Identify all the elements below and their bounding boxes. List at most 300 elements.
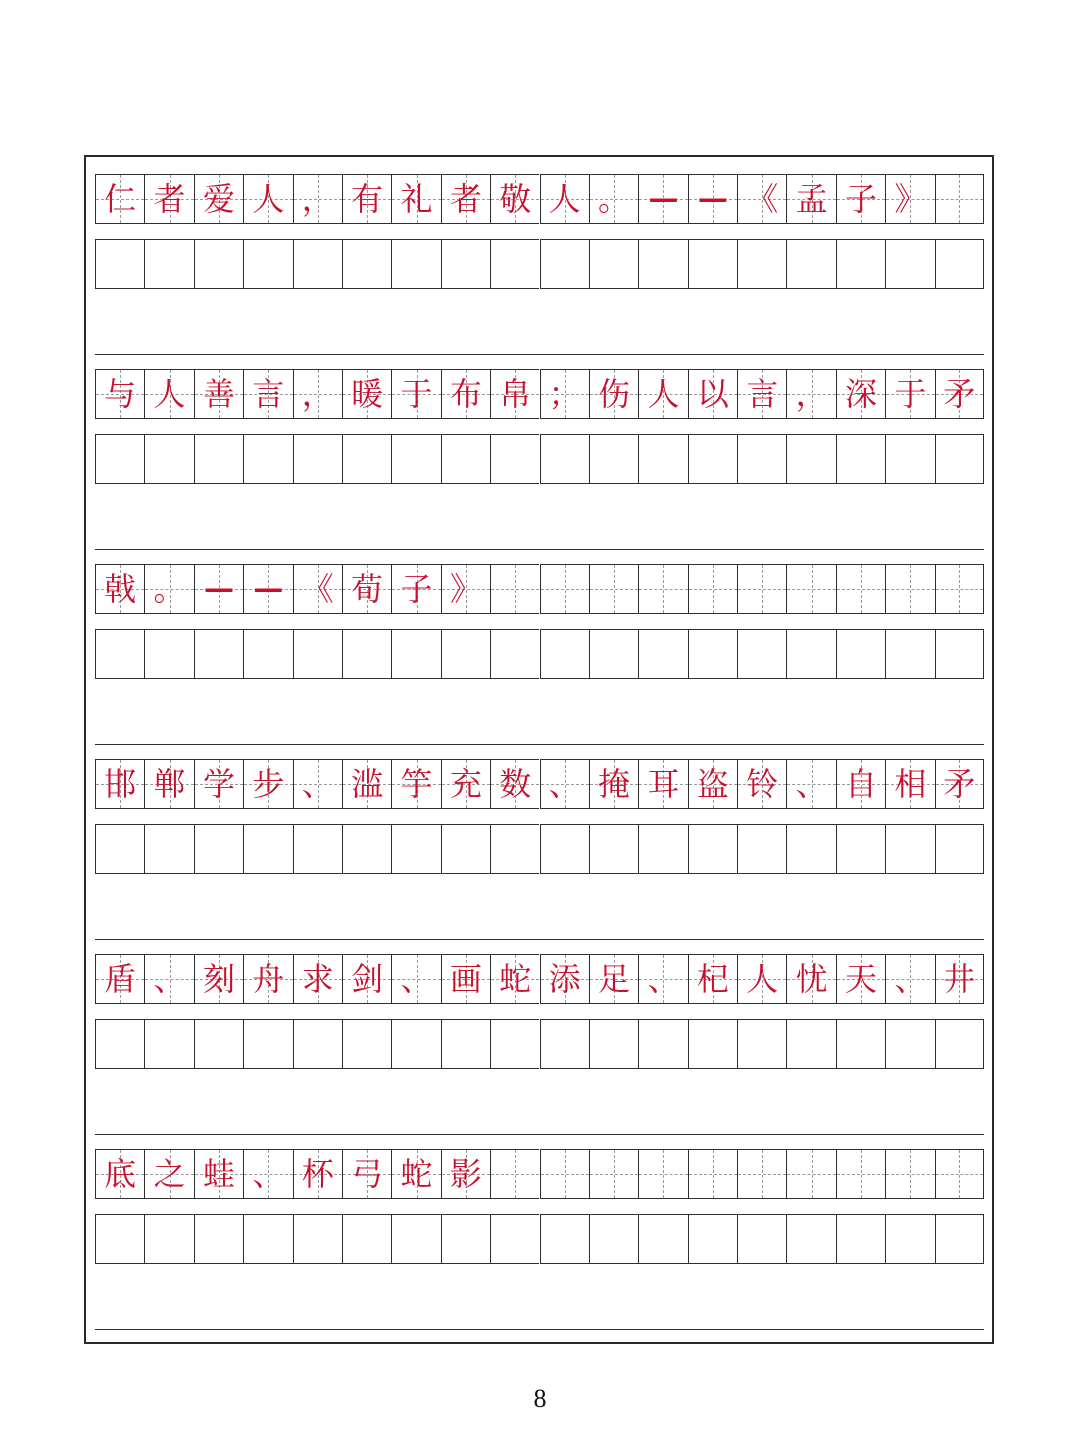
tracing-cell [589, 954, 638, 1004]
practice-row [95, 629, 984, 679]
tracing-cell [342, 1149, 391, 1199]
practice-row [95, 434, 984, 484]
writing-box[interactable] [737, 1019, 786, 1069]
writing-box[interactable] [836, 239, 885, 289]
writing-box[interactable] [293, 434, 342, 484]
tracing-cell [935, 369, 984, 419]
writing-box[interactable] [935, 239, 984, 289]
model-character: 孟 [795, 180, 828, 218]
tracing-cell [194, 174, 243, 224]
writing-box[interactable] [688, 1019, 737, 1069]
writing-box[interactable] [144, 1214, 193, 1264]
model-character: 人 [252, 180, 285, 218]
writing-box[interactable] [540, 629, 589, 679]
tracing-cell [144, 174, 193, 224]
writing-box[interactable] [688, 824, 737, 874]
writing-box[interactable] [638, 434, 687, 484]
writing-box[interactable] [836, 629, 885, 679]
tracing-cell [737, 1149, 786, 1199]
writing-box[interactable] [391, 1214, 440, 1264]
tracing-cell [885, 564, 934, 614]
writing-box[interactable] [540, 434, 589, 484]
model-character: 言 [252, 375, 285, 413]
writing-box[interactable] [95, 239, 144, 289]
model-character [639, 565, 687, 613]
model-character: 竽 [400, 765, 433, 803]
tracing-cell [490, 954, 539, 1004]
model-character: 忧 [795, 960, 828, 998]
writing-box[interactable] [885, 1214, 934, 1264]
model-character: 天 [845, 960, 878, 998]
model-character: 者 [449, 180, 482, 218]
model-character: 、 [647, 960, 680, 998]
writing-box[interactable] [194, 824, 243, 874]
tracing-cell [885, 759, 934, 809]
writing-box[interactable] [540, 1019, 589, 1069]
writing-box[interactable] [836, 824, 885, 874]
writing-box[interactable] [194, 434, 243, 484]
writing-box[interactable] [737, 434, 786, 484]
model-character: 剑 [351, 960, 384, 998]
model-character: 帛 [499, 375, 532, 413]
tracing-cell [786, 954, 835, 1004]
writing-box[interactable] [786, 434, 835, 484]
writing-box[interactable] [144, 239, 193, 289]
tracing-cell [540, 954, 589, 1004]
tracing-cell [441, 564, 490, 614]
tracing-cell [391, 564, 440, 614]
tracing-cell [540, 564, 589, 614]
writing-box[interactable] [490, 629, 539, 679]
writing-box[interactable] [441, 239, 490, 289]
writing-box[interactable] [144, 1019, 193, 1069]
model-character: — [697, 181, 728, 216]
writing-box[interactable] [737, 1214, 786, 1264]
writing-box[interactable] [885, 239, 934, 289]
writing-box[interactable] [194, 1214, 243, 1264]
writing-box[interactable] [688, 434, 737, 484]
writing-box[interactable] [144, 434, 193, 484]
writing-box[interactable] [935, 629, 984, 679]
tracing-cell [638, 369, 687, 419]
tracing-cell [490, 759, 539, 809]
model-character [936, 175, 983, 223]
model-character: 盾 [104, 960, 137, 998]
tracing-cell [391, 954, 440, 1004]
writing-box[interactable] [194, 629, 243, 679]
tracing-cell [293, 1149, 342, 1199]
writing-box[interactable] [935, 824, 984, 874]
tracing-cell [490, 369, 539, 419]
tracing-cell [144, 369, 193, 419]
writing-line [95, 549, 984, 550]
model-character: 人 [548, 180, 581, 218]
writing-line [95, 1329, 984, 1330]
tracing-cell [194, 369, 243, 419]
writing-box[interactable] [441, 824, 490, 874]
writing-box[interactable] [490, 824, 539, 874]
tracing-cell [391, 1149, 440, 1199]
tracing-cell [540, 759, 589, 809]
writing-box[interactable] [194, 239, 243, 289]
model-character: 善 [202, 375, 235, 413]
model-character: ， [301, 180, 334, 218]
model-character: 言 [746, 375, 779, 413]
writing-box[interactable] [144, 629, 193, 679]
writing-box[interactable] [786, 239, 835, 289]
writing-box[interactable] [688, 629, 737, 679]
writing-box[interactable] [490, 1214, 539, 1264]
writing-box[interactable] [342, 824, 391, 874]
writing-box[interactable] [391, 824, 440, 874]
writing-box[interactable] [836, 1019, 885, 1069]
tracing-cell [293, 369, 342, 419]
model-character: 、 [153, 960, 186, 998]
writing-box[interactable] [293, 1019, 342, 1069]
tracing-cell [935, 1149, 984, 1199]
tracing-cell [144, 759, 193, 809]
model-character: 人 [647, 375, 680, 413]
tracing-cell [243, 564, 292, 614]
tracing-cell [836, 564, 885, 614]
tracing-cell [243, 954, 292, 1004]
writing-box[interactable] [95, 824, 144, 874]
model-character: 与 [104, 375, 137, 413]
writing-line [95, 1134, 984, 1135]
writing-box[interactable] [638, 1214, 687, 1264]
model-character: 布 [449, 375, 482, 413]
tracing-cell [441, 174, 490, 224]
tracing-cell [638, 1149, 687, 1199]
writing-box[interactable] [243, 1019, 292, 1069]
model-character: 相 [894, 765, 927, 803]
model-character: 子 [400, 570, 433, 608]
model-character: 暖 [351, 375, 384, 413]
model-character: 《 [746, 180, 779, 218]
tracing-cell [144, 1149, 193, 1199]
model-character: 、 [301, 765, 334, 803]
tracing-cell [441, 954, 490, 1004]
tracing-cell [836, 369, 885, 419]
tracing-cell [638, 564, 687, 614]
writing-box[interactable] [638, 1019, 687, 1069]
tracing-cell [293, 759, 342, 809]
writing-box[interactable] [391, 434, 440, 484]
tracing-cell [737, 174, 786, 224]
tracing-cell [391, 369, 440, 419]
tracing-cell [786, 369, 835, 419]
writing-box[interactable] [638, 629, 687, 679]
tracing-cell [589, 1149, 638, 1199]
tracing-cell [293, 564, 342, 614]
writing-line [95, 744, 984, 745]
writing-box[interactable] [243, 434, 292, 484]
tracing-cell [935, 564, 984, 614]
model-character: 荀 [351, 570, 384, 608]
tracing-cell [638, 759, 687, 809]
writing-box[interactable] [441, 1019, 490, 1069]
writing-box[interactable] [885, 824, 934, 874]
writing-box[interactable] [786, 824, 835, 874]
tracing-cell [688, 564, 737, 614]
writing-box[interactable] [589, 824, 638, 874]
writing-box[interactable] [342, 629, 391, 679]
tracing-cell [95, 1149, 144, 1199]
model-character: 者 [153, 180, 186, 218]
writing-box[interactable] [836, 434, 885, 484]
writing-box[interactable] [638, 239, 687, 289]
tracing-cell [786, 564, 835, 614]
tracing-cell [194, 1149, 243, 1199]
model-character [936, 1150, 983, 1198]
writing-box[interactable] [95, 1019, 144, 1069]
writing-box[interactable] [786, 1214, 835, 1264]
model-character: 。 [153, 570, 186, 608]
model-row [95, 1149, 984, 1199]
writing-box[interactable] [243, 239, 292, 289]
writing-box[interactable] [293, 239, 342, 289]
writing-box[interactable] [243, 629, 292, 679]
practice-row [95, 1019, 984, 1069]
tracing-cell [194, 564, 243, 614]
model-character [787, 1150, 835, 1198]
writing-box[interactable] [391, 1019, 440, 1069]
writing-box[interactable] [95, 434, 144, 484]
tracing-cell [391, 759, 440, 809]
practice-row [95, 239, 984, 289]
model-character: 自 [845, 765, 878, 803]
model-character: 、 [894, 960, 927, 998]
tracing-cell [885, 1149, 934, 1199]
model-character [689, 1150, 737, 1198]
model-character [738, 565, 786, 613]
model-character: 敬 [499, 180, 532, 218]
tracing-cell [688, 954, 737, 1004]
model-character [689, 565, 737, 613]
model-character: 伤 [598, 375, 631, 413]
tracing-cell [589, 564, 638, 614]
model-character [837, 1150, 885, 1198]
writing-line [95, 939, 984, 940]
writing-box[interactable] [935, 1019, 984, 1069]
model-character: 有 [351, 180, 384, 218]
writing-box[interactable] [737, 629, 786, 679]
tracing-cell [95, 759, 144, 809]
model-row [95, 369, 984, 419]
tracing-cell [737, 759, 786, 809]
model-character: 矛 [943, 765, 976, 803]
model-character: ， [795, 375, 828, 413]
writing-box[interactable] [490, 1019, 539, 1069]
tracing-cell [786, 174, 835, 224]
model-character [738, 1150, 786, 1198]
writing-box[interactable] [95, 1214, 144, 1264]
model-character: 子 [845, 180, 878, 218]
writing-box[interactable] [589, 434, 638, 484]
model-character: 铃 [746, 765, 779, 803]
writing-box[interactable] [342, 434, 391, 484]
writing-box[interactable] [540, 1214, 589, 1264]
model-character: 弓 [351, 1155, 384, 1193]
writing-box[interactable] [688, 239, 737, 289]
model-character [787, 565, 835, 613]
writing-box[interactable] [540, 824, 589, 874]
tracing-cell [441, 369, 490, 419]
tracing-cell [243, 174, 292, 224]
model-character [837, 565, 885, 613]
model-character: 杯 [301, 1155, 334, 1193]
model-character: 刻 [202, 960, 235, 998]
writing-box[interactable] [293, 1214, 342, 1264]
model-character: — [203, 571, 234, 606]
writing-box[interactable] [589, 239, 638, 289]
writing-box[interactable] [490, 239, 539, 289]
writing-box[interactable] [194, 1019, 243, 1069]
tracing-cell [935, 759, 984, 809]
writing-box[interactable] [737, 239, 786, 289]
writing-box[interactable] [293, 824, 342, 874]
model-character: 学 [202, 765, 235, 803]
tracing-cell [688, 174, 737, 224]
model-character: 求 [301, 960, 334, 998]
model-character [639, 1150, 687, 1198]
model-character: 杞 [696, 960, 729, 998]
model-character: — [253, 571, 284, 606]
practice-row [95, 1214, 984, 1264]
model-character: 步 [252, 765, 285, 803]
model-row [95, 174, 984, 224]
writing-box[interactable] [737, 824, 786, 874]
model-character: ； [548, 375, 581, 413]
practice-row [95, 824, 984, 874]
tracing-cell [885, 369, 934, 419]
tracing-cell [441, 1149, 490, 1199]
writing-box[interactable] [589, 629, 638, 679]
writing-box[interactable] [885, 1019, 934, 1069]
tracing-cell [638, 954, 687, 1004]
model-character: 充 [449, 765, 482, 803]
model-character: — [648, 181, 679, 216]
writing-box[interactable] [441, 434, 490, 484]
tracing-cell [688, 759, 737, 809]
model-character: 人 [746, 960, 779, 998]
writing-box[interactable] [935, 1214, 984, 1264]
tracing-cell [540, 174, 589, 224]
tracing-cell [885, 174, 934, 224]
tracing-cell [688, 369, 737, 419]
tracing-cell [786, 759, 835, 809]
writing-box[interactable] [589, 1214, 638, 1264]
writing-box[interactable] [885, 629, 934, 679]
model-character: 耳 [647, 765, 680, 803]
tracing-cell [144, 564, 193, 614]
tracing-cell [95, 369, 144, 419]
writing-box[interactable] [786, 629, 835, 679]
writing-box[interactable] [441, 1214, 490, 1264]
tracing-cell [293, 174, 342, 224]
model-character: 戟 [104, 570, 137, 608]
tracing-cell [342, 954, 391, 1004]
tracing-cell [490, 1149, 539, 1199]
model-character [936, 565, 983, 613]
tracing-cell [194, 954, 243, 1004]
model-character: 爱 [202, 180, 235, 218]
writing-box[interactable] [342, 239, 391, 289]
writing-box[interactable] [540, 239, 589, 289]
tracing-cell [391, 174, 440, 224]
tracing-cell [95, 174, 144, 224]
writing-box[interactable] [342, 1019, 391, 1069]
model-character: ， [301, 375, 334, 413]
model-character: 、 [548, 765, 581, 803]
writing-box[interactable] [688, 1214, 737, 1264]
tracing-cell [737, 564, 786, 614]
writing-box[interactable] [885, 434, 934, 484]
model-character: 数 [499, 765, 532, 803]
model-character: 足 [598, 960, 631, 998]
writing-box[interactable] [391, 629, 440, 679]
tracing-cell [540, 1149, 589, 1199]
model-character: 仁 [104, 180, 137, 218]
model-character: 蛇 [400, 1155, 433, 1193]
model-character: 礼 [400, 180, 433, 218]
writing-box[interactable] [786, 1019, 835, 1069]
model-character: 《 [301, 570, 334, 608]
writing-box[interactable] [638, 824, 687, 874]
model-character: 井 [943, 960, 976, 998]
model-character: 蛇 [499, 960, 532, 998]
tracing-cell [589, 369, 638, 419]
writing-box[interactable] [836, 1214, 885, 1264]
model-character [886, 1150, 934, 1198]
model-character: 矛 [943, 375, 976, 413]
model-character [590, 1150, 638, 1198]
tracing-cell [836, 1149, 885, 1199]
tracing-cell [836, 759, 885, 809]
tracing-cell [737, 954, 786, 1004]
writing-box[interactable] [144, 824, 193, 874]
model-character: 以 [696, 375, 729, 413]
model-character: 舟 [252, 960, 285, 998]
model-character: 人 [153, 375, 186, 413]
writing-box[interactable] [935, 434, 984, 484]
writing-box[interactable] [243, 1214, 292, 1264]
model-character: 添 [548, 960, 581, 998]
writing-box[interactable] [293, 629, 342, 679]
writing-box[interactable] [391, 239, 440, 289]
model-character [590, 565, 638, 613]
writing-box[interactable] [589, 1019, 638, 1069]
tracing-cell [144, 954, 193, 1004]
tracing-cell [243, 1149, 292, 1199]
writing-box[interactable] [243, 824, 292, 874]
model-character: 掩 [598, 765, 631, 803]
model-character: 于 [400, 375, 433, 413]
tracing-cell [836, 174, 885, 224]
tracing-cell [95, 954, 144, 1004]
writing-box[interactable] [342, 1214, 391, 1264]
writing-box[interactable] [490, 434, 539, 484]
model-character [491, 565, 539, 613]
tracing-cell [786, 1149, 835, 1199]
writing-box[interactable] [95, 629, 144, 679]
tracing-cell [342, 564, 391, 614]
tracing-cell [441, 759, 490, 809]
model-row [95, 564, 984, 614]
model-character: 影 [449, 1155, 482, 1193]
tracing-cell [243, 759, 292, 809]
writing-box[interactable] [441, 629, 490, 679]
